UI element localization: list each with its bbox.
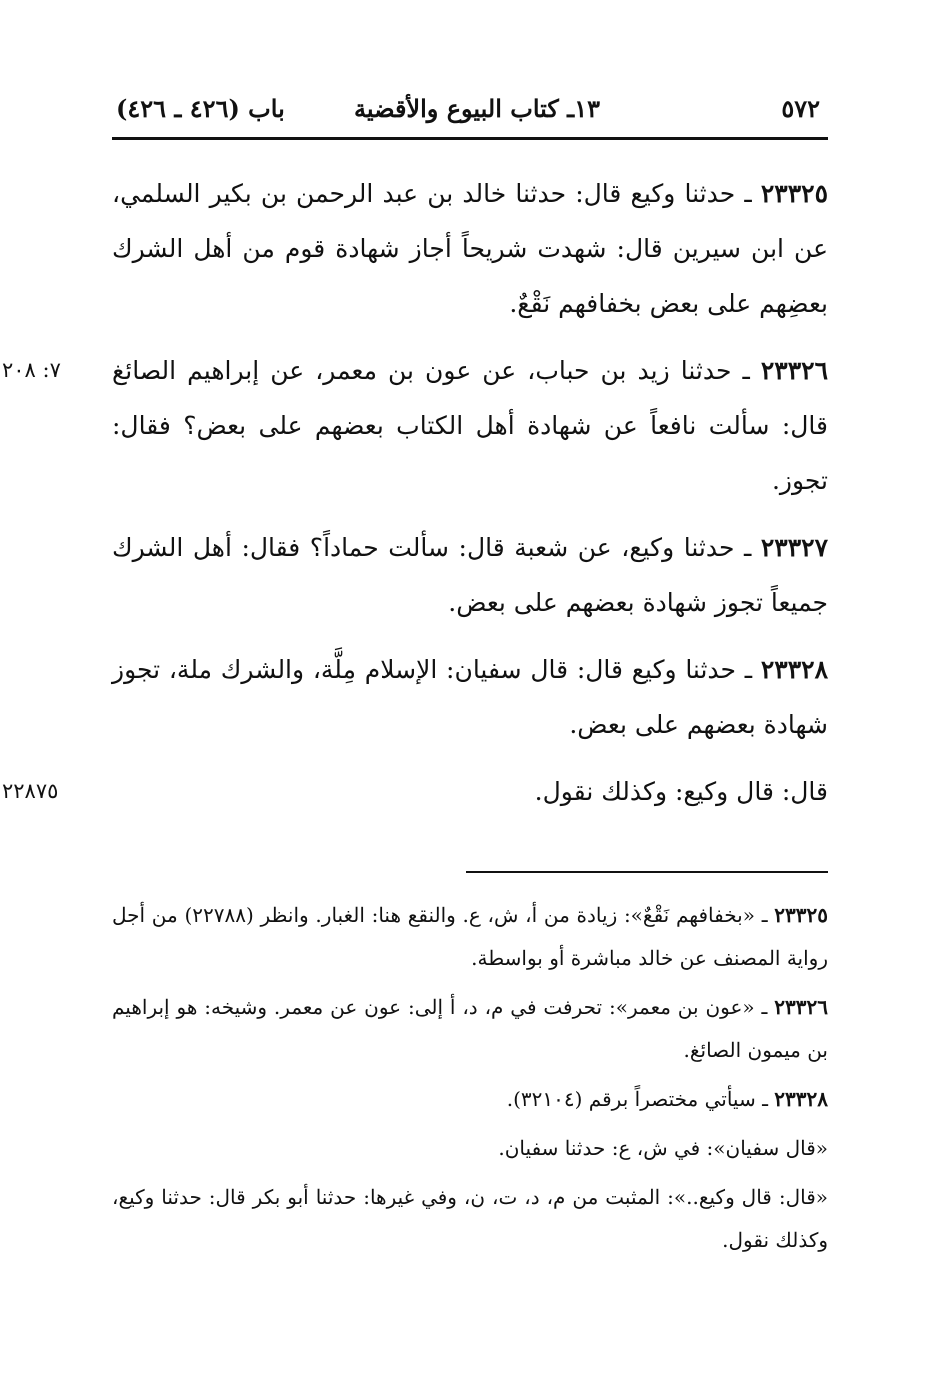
footnote-text: «قال: قال وكيع..»: المثبت من م، د، ت، ن، وفي غيرها: حدثنا أبو بكر قال: حدثنا وكيع، وكذلك نقول.: [112, 1185, 828, 1252]
footnote-text: ـ سيأتي مختصراً برقم (٣٢١٠٤).: [506, 1087, 768, 1111]
hadith-text: ـ حدثنا وكيع قال: حدثنا خالد بن عبد الرحمن بن بكير السلمي، عن ابن سيرين قال: شهدت شريحاً أجاز شهادة قوم من أهل الشرك بعضِهم على بعض بخفافهم نَقْعٌ.: [112, 179, 828, 318]
hadith-text: ـ حدثنا زيد بن حباب، عن عون بن معمر، عن إبراهيم الصائغ قال: سألت نافعاً عن شهادة أهل الكتاب بعضهم على بعض؟ فقال: تجوز.: [112, 356, 828, 495]
hadith-entry: [112, 642, 828, 752]
hadith-entry: [112, 520, 828, 630]
footnote-text: «قال سفيان»: في ش، ع: حدثنا سفيان.: [498, 1136, 828, 1160]
footnote-number: ٢٣٣٢٥: [774, 903, 828, 927]
margin-reference: ٢٢٨٧٥: [2, 779, 59, 803]
hadith-number: ٢٣٣٢٨: [760, 655, 828, 684]
footnote-number: ٢٣٣٢٨: [774, 1087, 828, 1111]
book-title: ١٣ـ كتاب البيوع والأقضية: [354, 94, 600, 123]
chapter-title: باب (٤٢٦ ـ ٤٢٦): [116, 94, 285, 123]
hadith-entry: [112, 166, 828, 331]
footnote: [112, 1127, 828, 1170]
footnote-text: ـ «بخفافهم نَقْعٌ»: زيادة من أ، ش، ع. والنقع هنا: الغبار. وانظر (٢٢٧٨٨) من أجل رواية المصنف عن خالد مباشرة أو بواسطة.: [112, 903, 828, 970]
footnote-text: ـ «عون بن معمر»: تحرفت في م، د، أ إلى: عون عن معمر. وشيخه: هو إبراهيم بن ميمون الصائغ.: [112, 995, 828, 1062]
main-text: [2, 166, 828, 831]
hadith-text: ـ حدثنا وكيع، عن شعبة قال: سألت حماداً؟ فقال: أهل الشرك جميعاً تجوز شهادة بعضهم على بعض.: [112, 533, 828, 617]
header-divider: [112, 137, 828, 140]
footnote: [112, 894, 828, 980]
page-header: [112, 88, 828, 128]
footnotes: [112, 894, 828, 1268]
hadith-number: ٢٣٣٢٥: [760, 179, 828, 208]
page-number: ٥٧٢: [781, 94, 820, 123]
footnote-divider: [466, 871, 828, 873]
hadith-text: قال: قال وكيع: وكذلك نقول.: [534, 777, 828, 806]
footnote: [112, 986, 828, 1072]
footnote: [112, 1078, 828, 1121]
footnote-number: ٢٣٣٢٦: [774, 995, 828, 1019]
footnote: [112, 1176, 828, 1262]
hadith-number: ٢٣٣٢٧: [760, 533, 828, 562]
hadith-entry: [2, 343, 828, 508]
margin-reference: ٧: ٢٠٨: [2, 358, 61, 382]
hadith-text: ـ حدثنا وكيع قال: قال سفيان: الإسلام مِلَّة، والشرك ملة، تجوز شهادة بعضهم على بعض.: [112, 655, 828, 739]
hadith-number: ٢٣٣٢٦: [760, 356, 828, 385]
hadith-entry: [2, 764, 828, 819]
